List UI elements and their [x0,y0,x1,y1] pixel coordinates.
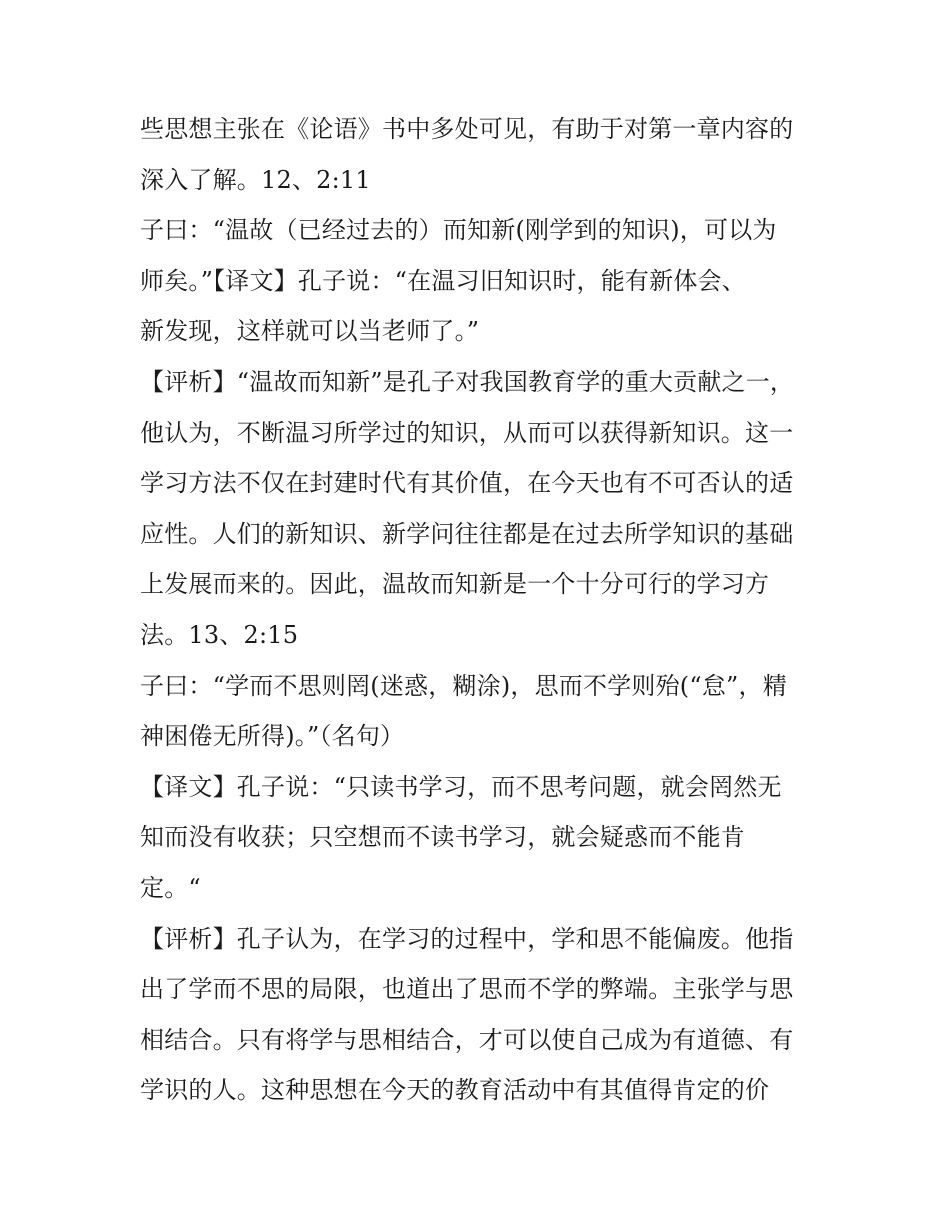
text-line-3: 子曰：“温故（已经过去的）而知新(刚学到的知识)，可以为 [140,216,777,245]
text-line-11: 法。13、2:15 [140,620,299,649]
text-line-9: 应性。人们的新知识、新学问往往都是在过去所学知识的基础 [140,519,794,548]
text-line-1: 些思想主张在《论语》书中多处可见，有助于对第一章内容的 [140,115,794,143]
text-line-5: 新发现，这样就可以当老师了。” [140,317,480,346]
text-line-19: 相结合。只有将学与思相结合，才可以使自己成为有道德、有 [140,1025,794,1054]
text-line-15: 知而没有收获；只空想而不读书学习，就会疑惑而不能肯 [140,823,745,852]
text-line-4: 师矣。”【译文】孔子说：“在温习旧知识时，能有新体会、 [140,266,746,295]
text-line-16: 定。“ [140,873,201,902]
text-line-13: 神困倦无所得)。”（名句） [140,722,405,751]
document-body [140,104,820,1116]
text-line-10: 上发展而来的。因此，温故而知新是一个十分可行的学习方 [140,570,770,599]
text-line-17: 【评析】孔子认为，在学习的过程中，学和思不能偏废。他指 [140,924,794,953]
text-line-2: 深入了解。12、2:11 [140,165,371,194]
text-line-18: 出了学而不思的局限，也道出了思而不学的弊端。主张学与思 [140,975,794,1004]
text-line-20: 学识的人。这种思想在今天的教育活动中有其值得肯定的价 [140,1076,770,1105]
text-line-12: 子曰：“学而不思则罔(迷惑，糊涂)，思而不学则殆(“怠”，精 [140,671,787,700]
text-line-8: 学习方法不仅在封建时代有其价值，在今天也有不可否认的适 [140,469,794,498]
text-line-6: 【评析】“温故而知新”是孔子对我国教育学的重大贡献之一， [140,367,795,396]
text-line-14: 【译文】孔子说：“只读书学习，而不思考问题，就会罔然无 [140,772,782,801]
text-line-7: 他认为，不断温习所学过的知识，从而可以获得新知识。这一 [140,418,794,447]
